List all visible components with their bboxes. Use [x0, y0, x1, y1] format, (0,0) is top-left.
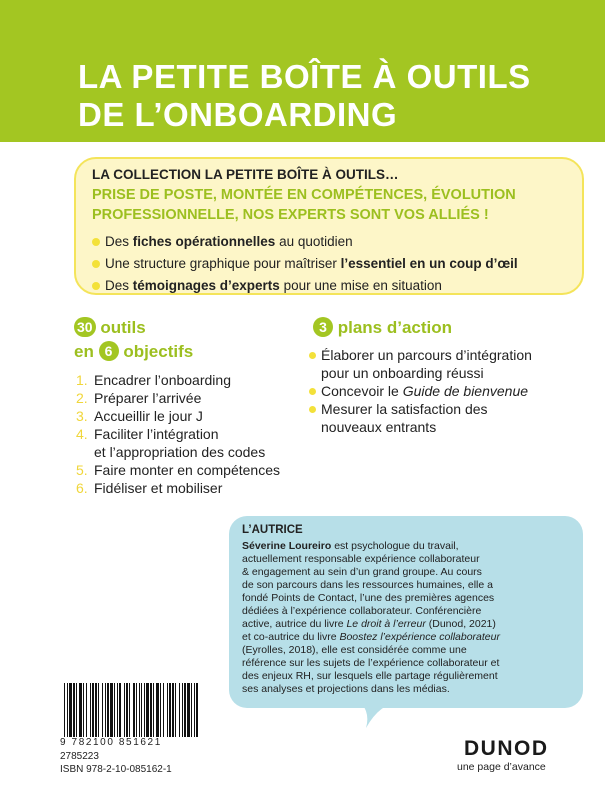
objectives-label: objectifs	[123, 342, 194, 361]
barcode-icon	[60, 683, 204, 737]
author-heading: L’AUTRICE	[242, 524, 303, 536]
objectives-list	[76, 371, 280, 497]
collection-heading: LA COLLECTION LA PETITE BOÎTE À OUTILS…	[92, 167, 399, 182]
collection-bubble	[74, 157, 584, 295]
speech-tail-icon	[362, 704, 390, 728]
title-line-2: DE L’ONBOARDING	[78, 96, 398, 133]
list-item: Mesurer la satisfaction des nouveaux entrants	[309, 400, 532, 436]
book-title	[78, 58, 531, 134]
list-item: et l’appropriation des codes	[94, 444, 266, 460]
list-item: 3. Accueillir le jour J	[76, 408, 203, 424]
tools-label: outils	[100, 318, 146, 337]
isbn: ISBN 978-2-10-085162-1	[60, 764, 172, 775]
bullet-dot-icon	[92, 260, 100, 268]
collection-subheading	[92, 185, 516, 225]
tools-en-label: en	[74, 342, 94, 361]
list-item: Des fiches opérationnelles au quotidien	[92, 231, 518, 253]
tools-heading	[74, 316, 193, 364]
bullet-dot-icon	[309, 388, 316, 395]
bullet-dot-icon	[309, 406, 316, 413]
plans-count-badge: 3	[313, 317, 333, 337]
list-item: Élaborer un parcours d’intégration pour un onboarding réussi	[309, 346, 532, 382]
objectives-count-badge: 6	[99, 341, 119, 361]
list-item: Concevoir le Guide de bienvenue	[309, 382, 532, 400]
plans-list	[309, 346, 532, 436]
publisher-tagline: une page d’avance	[457, 761, 546, 773]
bullet-dot-icon	[92, 238, 100, 246]
barcode-number: 9 782100 851621	[60, 737, 162, 748]
bullet-dot-icon	[309, 352, 316, 359]
list-item: Des témoignages d’experts pour une mise en situation	[92, 275, 518, 297]
collection-features-list	[92, 231, 518, 297]
collection-subheading-line-2: PROFESSIONNELLE, NOS EXPERTS SONT VOS ALLIÉS !	[92, 207, 489, 223]
plans-heading	[313, 316, 452, 340]
list-item: 5. Faire monter en compétences	[76, 462, 280, 478]
collection-subheading-line-1: PRISE DE POSTE, MONTÉE EN COMPÉTENCES, ÉVOLUTION	[92, 187, 516, 203]
list-item: 6. Fidéliser et mobiliser	[76, 480, 223, 496]
list-item: Une structure graphique pour maîtriser l’essentiel en un coup d’œil	[92, 253, 518, 275]
header-banner	[0, 0, 605, 142]
list-item: 2. Préparer l’arrivée	[76, 390, 202, 406]
list-item: 1. Encadrer l’onboarding	[76, 372, 231, 388]
reference-block	[60, 750, 172, 776]
list-item: 4. Faciliter l’intégration	[76, 426, 219, 442]
title-line-1: LA PETITE BOÎTE À OUTILS	[78, 58, 531, 95]
reference-code: 2785223	[60, 751, 99, 762]
tools-count-badge: 30	[74, 317, 96, 337]
plans-label: plans d’action	[337, 318, 453, 337]
author-bubble	[229, 516, 583, 708]
publisher-logo: DUNOD	[464, 737, 549, 760]
author-bio: Séverine Loureiro est psychologue du travail, actuellement responsable expérience collaborateur & engagement au sein d’un grand groupe. Au cours de son parcours dans les ressources humaines, elle a fondé Points de Contact, l’une des premières agences dédiées à l’expérience collaborateur. Conférencière active, autrice du livre Le droit à l’erreur (Dunod, 2021) et co-autrice du livre Boostez l’expérience collaborateur (Eyrolles, 2018), elle est considérée comme une référence sur les sujets de l’expérience collaborateur et des enjeux RH, sur lesquels elle partage régulièrement ses analyses et projections dans les médias.	[242, 540, 500, 695]
bullet-dot-icon	[92, 282, 100, 290]
